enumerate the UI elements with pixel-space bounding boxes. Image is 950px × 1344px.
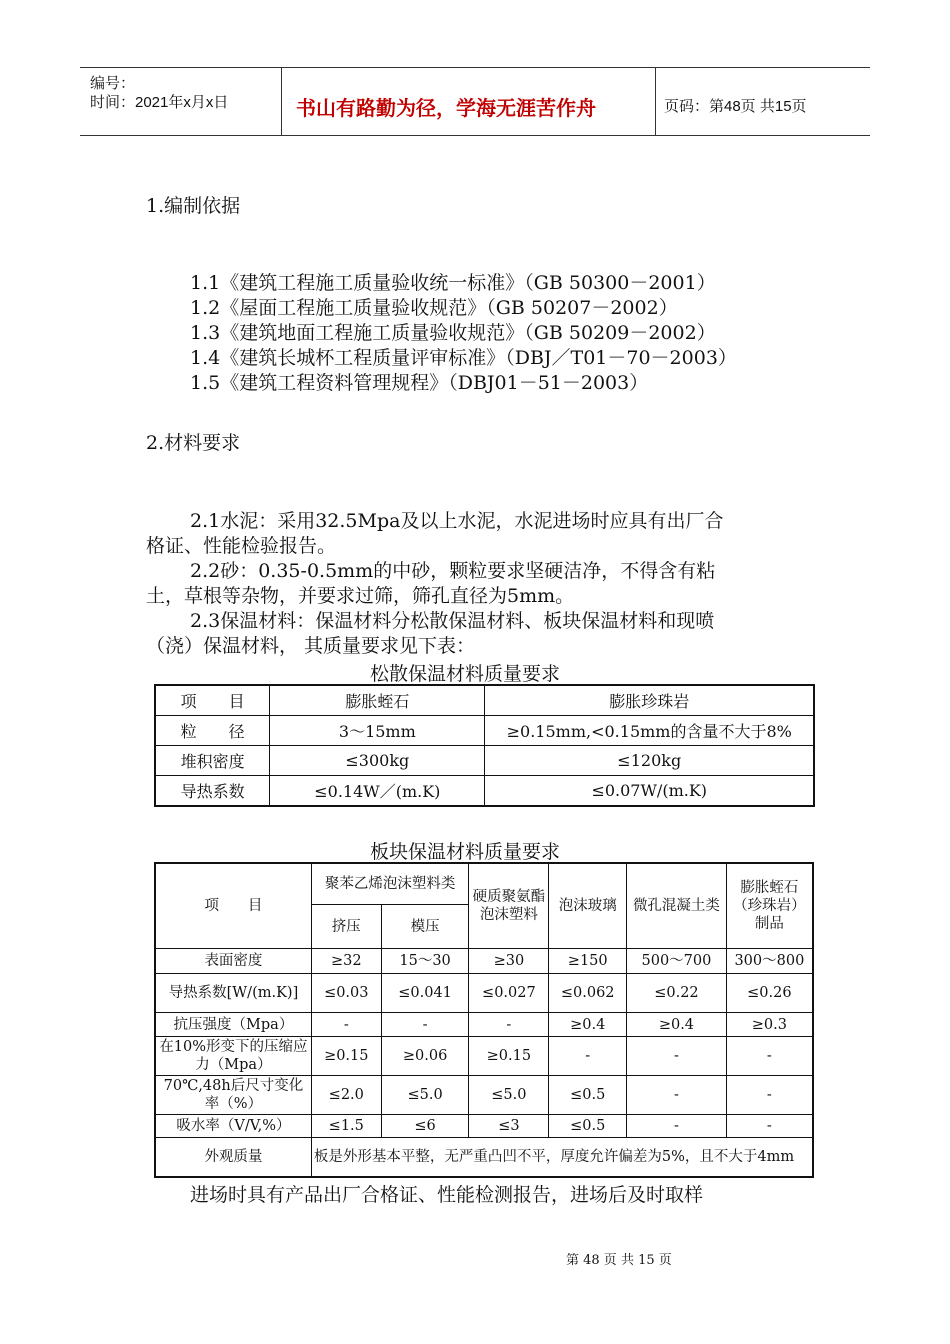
table-cell: ≥0.4	[549, 1013, 627, 1037]
table1-title: 松散保温材料质量要求	[370, 663, 561, 685]
board-insulation-table	[154, 862, 814, 1178]
table-cell: ≤1.5	[311, 1115, 381, 1138]
paragraph-2-3-line1: 2.3保温材料：保温材料分松散保温材料、板块保温材料和现喷	[190, 610, 715, 632]
table-row	[155, 1138, 813, 1178]
header-motto: 书山有路勤为径，学海无涯苦作舟	[296, 98, 596, 120]
table-cell: ≤2.0	[311, 1076, 381, 1115]
table-cell: ≥0.06	[381, 1037, 469, 1076]
table-cell: 堆积密度	[155, 746, 270, 776]
header-top-rule	[80, 67, 870, 68]
table-header-cell: 项 目	[155, 863, 311, 949]
table-cell: ≤300kg	[270, 746, 485, 776]
table-header-cell: 挤压	[311, 905, 381, 949]
paragraph-2-3-line2: （浇）保温材料， 其质量要求见下表：	[146, 635, 476, 657]
table-cell: -	[381, 1013, 469, 1037]
table-cell: ≤6	[381, 1115, 469, 1138]
closing-paragraph: 进场时具有产品出厂合格证、性能检测报告，进场后及时取样	[190, 1184, 704, 1206]
reference-item: 1.3《建筑地面工程施工质量验收规范》（GB 50209－2002）	[190, 322, 716, 344]
table-row	[155, 949, 813, 974]
header-time: 时间：2021年x月x日	[90, 94, 229, 111]
table-row	[155, 1076, 813, 1115]
appearance-description-cell: 板是外形基本平整，无严重凸凹不平，厚度允许偏差为5%，且不大于4mm	[311, 1138, 813, 1178]
table-cell: ≥0.4	[627, 1013, 727, 1037]
paragraph-2-1-line2: 格证、性能检验报告。	[146, 535, 337, 557]
table-cell: ≥0.15	[311, 1037, 381, 1076]
table-cell: -	[726, 1115, 813, 1138]
table-cell: -	[627, 1037, 727, 1076]
table-cell: -	[627, 1115, 727, 1138]
table-cell: ≤0.22	[627, 974, 727, 1013]
table-cell: 导热系数	[155, 776, 270, 807]
table-cell: ≤0.07W/(m.K)	[485, 776, 814, 807]
table-cell: ≤0.041	[381, 974, 469, 1013]
table-row	[155, 1037, 813, 1076]
table-cell: ≤120kg	[485, 746, 814, 776]
table-cell: 3～15mm	[270, 716, 485, 746]
table-cell: ≤0.5	[549, 1115, 627, 1138]
page-footer: 第 48 页 共 15 页	[566, 1253, 672, 1268]
table-cell: -	[549, 1037, 627, 1076]
table-header-cell: 膨胀蛭石（珍珠岩）制品	[726, 863, 813, 949]
table-cell: ≤0.062	[549, 974, 627, 1013]
paragraph-2-2-line2: 土，草根等杂物，并要求过筛，筛孔直径为5mm。	[146, 585, 575, 607]
table-cell: 70℃,48h后尺寸变化率（%）	[155, 1076, 311, 1115]
table-row	[155, 746, 814, 776]
table-header-cell: 泡沫玻璃	[549, 863, 627, 949]
paragraph-2-1-line1: 2.1水泥：采用32.5Mpa及以上水泥，水泥进场时应具有出厂合	[190, 510, 724, 532]
table-header-cell: 硬质聚氨酯泡沫塑料	[469, 863, 549, 949]
loose-insulation-table	[154, 684, 815, 807]
table-cell: -	[726, 1037, 813, 1076]
table-cell: 粒 径	[155, 716, 270, 746]
table-header-cell: 模压	[381, 905, 469, 949]
table-cell: ≤0.5	[549, 1076, 627, 1115]
table-row	[155, 716, 814, 746]
table-header-cell: 膨胀珍珠岩	[485, 685, 814, 716]
reference-item: 1.1《建筑工程施工质量验收统一标准》（GB 50300－2001）	[190, 272, 716, 294]
table-row	[155, 1013, 813, 1037]
table-cell: 抗压强度（Mpa）	[155, 1013, 311, 1037]
reference-item: 1.5《建筑工程资料管理规程》（DBJ01－51－2003）	[190, 372, 649, 394]
table-cell: -	[469, 1013, 549, 1037]
header-number-label: 编号：	[90, 75, 136, 92]
table-cell: ≤0.26	[726, 974, 813, 1013]
table-header-row	[155, 863, 813, 905]
table-header-row	[155, 685, 814, 716]
header-divider-right	[655, 68, 656, 135]
table-header-cell: 聚苯乙烯泡沫塑料类	[311, 863, 469, 905]
table-row	[155, 974, 813, 1013]
table-cell: -	[311, 1013, 381, 1037]
reference-item: 1.4《建筑长城杯工程质量评审标准》（DBJ／T01－70－2003）	[190, 347, 737, 369]
table-cell: ≥0.3	[726, 1013, 813, 1037]
table-cell: 300～800	[726, 949, 813, 974]
reference-item: 1.2《屋面工程施工质量验收规范》（GB 50207－2002）	[190, 297, 678, 319]
table-cell: 外观质量	[155, 1138, 311, 1178]
table-cell: ≥150	[549, 949, 627, 974]
table-cell: 导热系数[W/(m.K)]	[155, 974, 311, 1013]
section-heading-1: 1.编制依据	[146, 195, 241, 217]
table2-title: 板块保温材料质量要求	[370, 841, 561, 863]
table-cell: -	[726, 1076, 813, 1115]
table-cell: ≤0.03	[311, 974, 381, 1013]
paragraph-2-2-line1: 2.2砂：0.35-0.5mm的中砂，颗粒要求坚硬洁净，不得含有粘	[190, 560, 716, 582]
table-header-cell: 微孔混凝土类	[627, 863, 727, 949]
table-cell: ≤5.0	[469, 1076, 549, 1115]
table-cell: -	[627, 1076, 727, 1115]
header-divider-left	[281, 68, 282, 135]
table-cell: ≤0.14W／(m.K)	[270, 776, 485, 807]
table-cell: 吸水率（V/V,%）	[155, 1115, 311, 1138]
table-cell: ≥0.15mm,<0.15mm的含量不大于8%	[485, 716, 814, 746]
table-cell: 在10%形变下的压缩应力（Mpa）	[155, 1037, 311, 1076]
table-cell: 15～30	[381, 949, 469, 974]
section-heading-2: 2.材料要求	[146, 432, 241, 454]
table-cell: ≥30	[469, 949, 549, 974]
table-cell: ≥32	[311, 949, 381, 974]
table-row	[155, 776, 814, 807]
table-cell: 500～700	[627, 949, 727, 974]
table-cell: ≤0.027	[469, 974, 549, 1013]
table-cell: 表面密度	[155, 949, 311, 974]
header-page-code: 页码：第48页 共15页	[664, 98, 807, 115]
table-header-cell: 膨胀蛭石	[270, 685, 485, 716]
table-cell: ≤3	[469, 1115, 549, 1138]
table-cell: ≥0.15	[469, 1037, 549, 1076]
header-bottom-rule	[80, 135, 870, 136]
table-header-cell: 项 目	[155, 685, 270, 716]
table-cell: ≤5.0	[381, 1076, 469, 1115]
table-row	[155, 1115, 813, 1138]
